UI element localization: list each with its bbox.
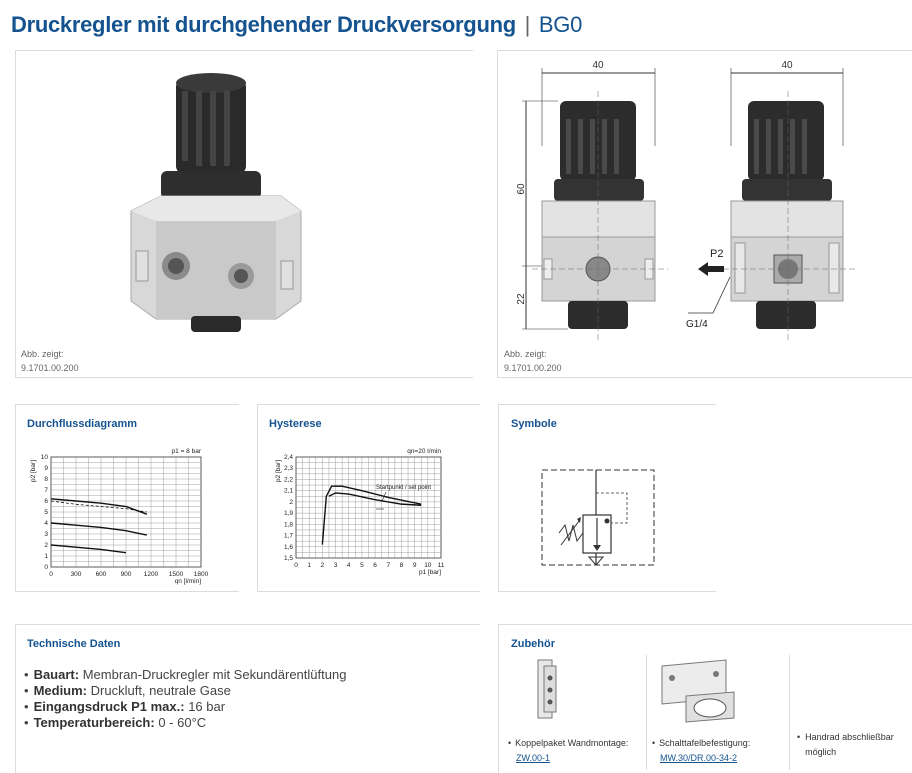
y-tick-label: 1,9 — [283, 510, 293, 518]
flow-diagram-panel — [15, 404, 239, 592]
accessory-link[interactable]: MW.30/DR.00-34-2 — [660, 753, 738, 763]
y-tick-label: 1,6 — [283, 543, 293, 551]
y-tick-label: 7 — [44, 487, 48, 494]
wall-mount-image — [528, 656, 568, 724]
hysteresis-chart — [258, 405, 480, 590]
tech-data-title: Technische Daten — [27, 638, 121, 650]
spec-item: • Medium: Druckluft, neutrale Gase — [24, 683, 346, 699]
dim-height-lower: 22 — [516, 293, 527, 305]
x-tick-label: 300 — [70, 571, 82, 578]
accessory-item: • Handrad abschließbar möglich — [797, 730, 909, 760]
x-tick-label: 2 — [320, 562, 325, 569]
y-tick-label: 2,2 — [283, 476, 293, 484]
drawing-panel — [497, 50, 912, 378]
spec-item: • Bauart: Membran-Druckregler mit Sekundärentlüftung — [24, 667, 346, 683]
y-tick-label: 1,5 — [283, 555, 293, 562]
title-main: Druckregler mit durchgehender Druckversorgung — [11, 12, 516, 37]
thread-label: G1/4 — [686, 319, 708, 330]
dim-width-right: 40 — [781, 60, 793, 71]
accessory-label: Handrad abschließbar möglich — [805, 732, 894, 757]
y-tick-label: 1,8 — [283, 521, 293, 529]
x-tick-label: 1200 — [143, 571, 159, 578]
dim-width-left: 40 — [592, 60, 604, 71]
accessory-item: • Koppelpaket Wandmontage: ZW.00-1 — [508, 738, 629, 763]
series-line — [322, 486, 421, 544]
drawing-caption-number: 9.1701.00.200 — [504, 363, 562, 373]
x-tick-label: 0 — [294, 562, 298, 569]
accessory-label: Koppelpaket Wandmontage: — [515, 738, 629, 748]
x-tick-label: 3 — [333, 562, 338, 569]
x-tick-label: 6 — [373, 562, 377, 569]
symbols-panel — [498, 404, 716, 592]
product-image-panel — [15, 50, 473, 378]
y-tick-label: 10 — [40, 454, 48, 461]
x-tick-label: 9 — [412, 562, 417, 569]
accessory-label: Schalttafelbefestigung: — [659, 738, 751, 748]
x-tick-label: 7 — [386, 562, 391, 569]
y-tick-label: 9 — [44, 465, 48, 472]
pneumatic-symbol — [499, 433, 715, 593]
x-tick-label: 11 — [437, 562, 445, 569]
page-title — [11, 12, 582, 38]
x-tick-label: 900 — [120, 571, 132, 578]
spec-item: • Eingangsdruck P1 max.: 16 bar — [24, 699, 346, 715]
x-tick-label: 0 — [49, 571, 53, 578]
chart-note: qn=20 l/min — [407, 448, 441, 455]
photo-caption-number: 9.1701.00.200 — [21, 363, 79, 373]
y-tick-label: 0 — [44, 564, 48, 571]
series-line — [51, 523, 147, 535]
y-tick-label: 2,4 — [283, 454, 293, 461]
technical-drawing — [498, 51, 912, 341]
y-tick-label: 3 — [44, 531, 48, 538]
x-tick-label: 600 — [95, 571, 107, 578]
title-separator: | — [524, 12, 531, 37]
x-tick-label: 1500 — [168, 571, 184, 578]
chart-note: p1 = 8 bar — [171, 448, 201, 455]
x-axis-label: qn [l/min] — [174, 578, 201, 585]
y-tick-label: 2 — [44, 542, 48, 549]
y-axis-label: p2 [bar] — [275, 459, 282, 483]
hysteresis-panel — [257, 404, 480, 592]
y-tick-label: 5 — [44, 509, 48, 516]
x-tick-label: 1800 — [193, 571, 209, 578]
x-tick-label: 1 — [307, 562, 311, 569]
flow-chart — [16, 405, 238, 590]
symbols-title: Symbole — [511, 418, 557, 430]
y-tick-label: 4 — [44, 520, 48, 527]
y-tick-label: 1 — [44, 553, 48, 560]
photo-caption-label: Abb. zeigt: — [21, 349, 64, 359]
x-tick-label: 8 — [399, 562, 404, 569]
accessory-link[interactable]: ZW.00-1 — [516, 753, 551, 763]
y-axis-label: p2 [bar] — [30, 459, 37, 483]
title-code: BG0 — [538, 12, 583, 37]
x-tick-label: 10 — [424, 562, 432, 569]
y-tick-label: 2,3 — [283, 465, 293, 473]
y-tick-label: 6 — [44, 498, 48, 505]
port-label: P2 — [710, 248, 724, 260]
y-tick-label: 2,1 — [283, 487, 293, 495]
panel-mount-image — [656, 656, 756, 728]
product-photo — [116, 61, 416, 351]
drawing-caption-label: Abb. zeigt: — [504, 349, 547, 359]
tech-specs-list — [24, 667, 346, 731]
spec-item: • Temperaturbereich: 0 - 60°C — [24, 715, 346, 731]
accessory-item: • Schalttafelbefestigung: MW.30/DR.00-34-2 — [652, 738, 751, 763]
hysteresis-title: Hysterese — [269, 418, 322, 430]
flow-diagram-title: Durchflussdiagramm — [27, 418, 138, 430]
y-tick-label: 1,7 — [283, 532, 293, 540]
x-tick-label: 4 — [346, 562, 351, 569]
x-axis-label: p1 [bar] — [418, 569, 441, 576]
y-tick-label: 2 — [289, 498, 293, 506]
annotation-label: Startpunkt / set point — [376, 485, 432, 491]
x-tick-label: 5 — [360, 562, 364, 569]
y-tick-label: 8 — [44, 476, 48, 483]
accessories-title: Zubehör — [511, 638, 555, 650]
dim-height-upper: 60 — [516, 183, 527, 195]
